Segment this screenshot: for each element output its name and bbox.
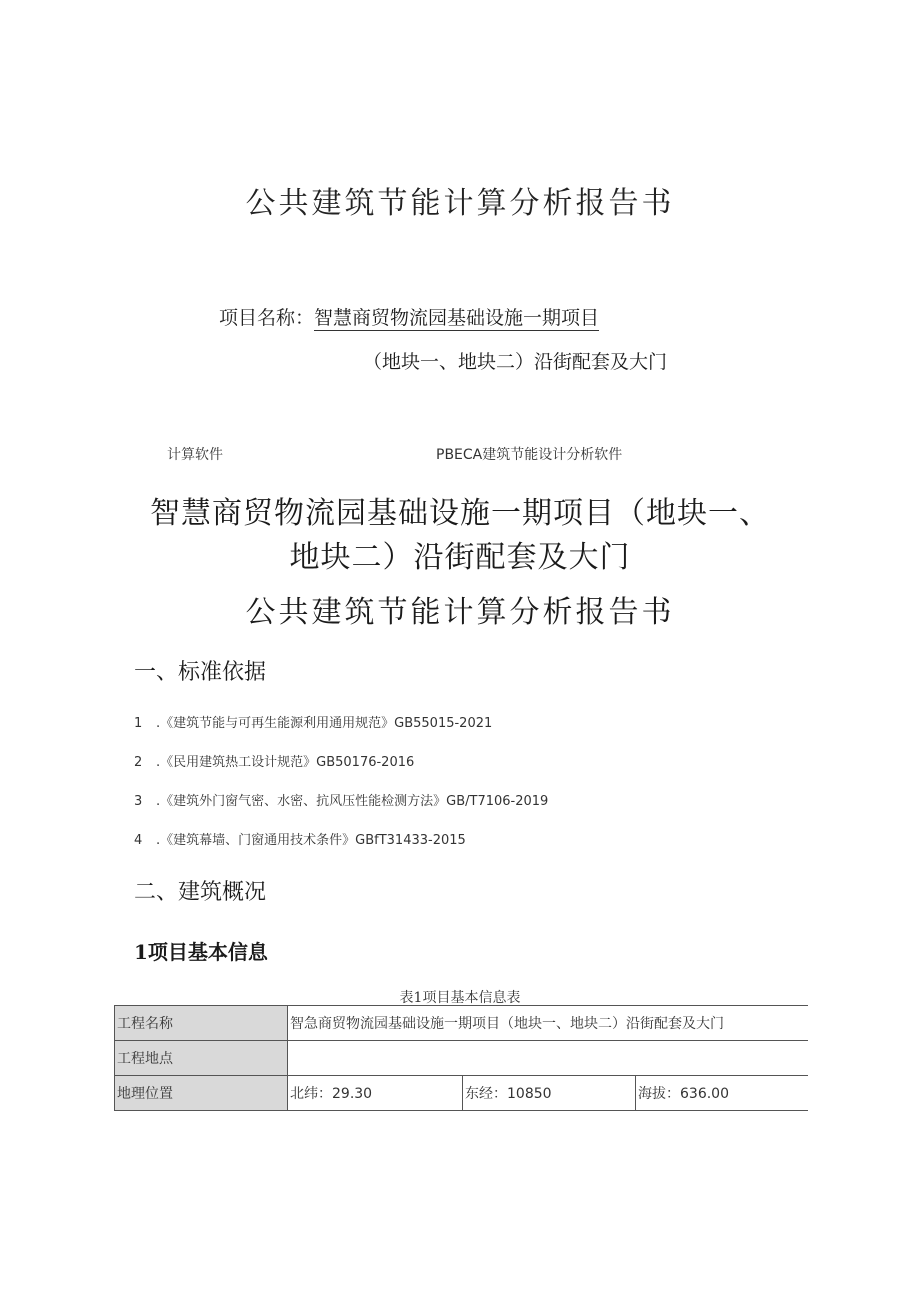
latitude-value: 29.30 bbox=[332, 1086, 373, 1102]
standard-name: .《建筑幕墙、门窗通用技术条件》 bbox=[156, 833, 356, 848]
table-row bbox=[115, 1076, 809, 1111]
software-value: PBECA建筑节能设计分析软件 bbox=[436, 447, 623, 463]
project-info-table bbox=[114, 1005, 808, 1111]
project-name-line1 bbox=[219, 303, 599, 330]
row-head-geo-position: 地理位置 bbox=[115, 1076, 288, 1111]
standard-code: GB50176-2016 bbox=[316, 755, 415, 770]
table-row bbox=[115, 1006, 809, 1041]
standard-item bbox=[134, 829, 466, 848]
latitude-cell bbox=[288, 1076, 463, 1111]
cover-title: 公共建筑节能计算分析报告书 bbox=[245, 186, 675, 221]
standard-number: 2 bbox=[134, 755, 143, 770]
altitude-label: 海拔： bbox=[638, 1086, 680, 1102]
project-name-label: 项目名称： bbox=[219, 307, 315, 329]
standard-name: .《建筑外门窗气密、水密、抗风压性能检测方法》 bbox=[156, 794, 447, 809]
sub-heading-project-info: 1项目基本信息 bbox=[134, 940, 268, 964]
row-head-project-location: 工程地点 bbox=[115, 1041, 288, 1076]
standard-name: .《民用建筑热工设计规范》 bbox=[156, 755, 317, 770]
project-location-cell bbox=[288, 1041, 809, 1076]
row-head-project-name: 工程名称 bbox=[115, 1006, 288, 1041]
section-heading-building-overview: 二、建筑概况 bbox=[134, 880, 267, 905]
standard-code: GB55015-2021 bbox=[394, 716, 493, 731]
longitude-value: 10850 bbox=[507, 1086, 552, 1102]
software-label: 计算软件 bbox=[167, 447, 223, 463]
table-caption: 表1项目基本信息表 bbox=[399, 990, 521, 1006]
standard-number: 3 bbox=[134, 794, 143, 809]
longitude-cell bbox=[463, 1076, 636, 1111]
section-heading-standards: 一、标准依据 bbox=[134, 660, 267, 685]
latitude-label: 北纬： bbox=[290, 1086, 332, 1102]
standard-code: GBfT31433-2015 bbox=[355, 833, 466, 848]
project-name-line2: （地块一、地块二）沿街配套及大门 bbox=[363, 351, 668, 373]
standard-code: GB/T7106-2019 bbox=[446, 794, 549, 809]
standard-number: 4 bbox=[134, 833, 143, 848]
standard-item bbox=[134, 790, 548, 809]
standard-item bbox=[134, 751, 414, 770]
project-name-cell: 智急商贸物流园基础设施一期项目（地块一、地块二）沿街配套及大门 bbox=[288, 1006, 809, 1041]
report-title-line2: 地块二）沿街配套及大门 bbox=[289, 540, 631, 575]
standard-number: 1 bbox=[134, 716, 143, 731]
altitude-value: 636.00 bbox=[680, 1086, 729, 1102]
standard-item bbox=[134, 712, 492, 731]
report-title-line3: 公共建筑节能计算分析报告书 bbox=[245, 595, 675, 630]
altitude-cell bbox=[636, 1076, 809, 1111]
standard-name: .《建筑节能与可再生能源利用通用规范》 bbox=[156, 716, 395, 731]
report-title-line1: 智慧商贸物流园基础设施一期项目（地块一、 bbox=[150, 496, 770, 531]
table-row bbox=[115, 1041, 809, 1076]
longitude-label: 东经： bbox=[465, 1086, 507, 1102]
project-name-value: 智慧商贸物流园基础设施一期项目 bbox=[314, 307, 600, 329]
